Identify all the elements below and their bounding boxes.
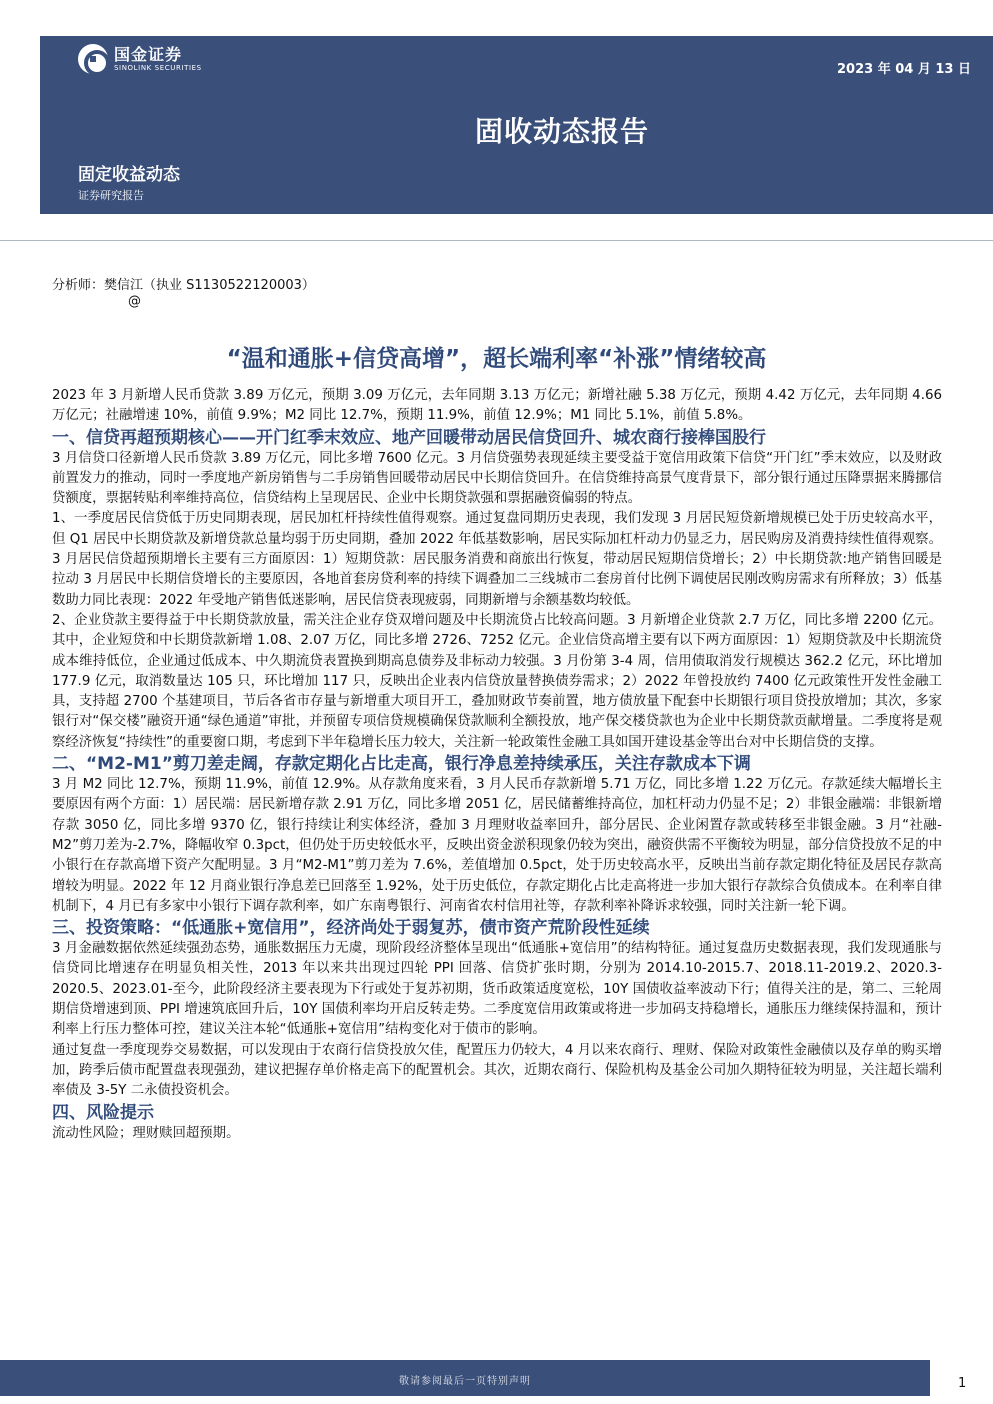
section-1-paragraph-2: 1、一季度居民信贷低于历史同期表现，居民加杠杆持续性值得观察。通过复盘同期历史表现，我们发现 3 月居民短贷新增规模已处于历史较高水平，但 Q1 居民中长期贷款及新增贷款总量均弱于历史同期，叠加 2022 年低基数影响，居民实际加杠杆动力仍显乏力，居民购房及消费持续性值得观察。3 月居民信贷超预期增长主要有三方面原因：1）短期贷款：居民服务消费和商旅出行恢复，带动居民短期信贷增长；2）中长期贷款:地产销售回暖是拉动 3 月居民中长期信贷增长的主要原因，各地首套房贷利率的持续下调叠加二三线城市二套房首付比例下调使居民刚改购房需求有所释放；3）低基数助力同比表现：2022 年受地产销售低迷影响，居民信贷表现疲弱，同期新增与余额基数均较低。: [52, 511, 942, 608]
analyst-email: @: [128, 294, 141, 309]
footer-disclaimer: 敬请参阅最后一页特别声明: [399, 1376, 531, 1387]
section-1-heading: 一、信贷再超预期核心——开门红季末效应、地产回暖带动居民信贷回升、城农商行接棒国股行: [52, 427, 766, 448]
report-title: “温和通胀+信贷高增”，超长端利率“补涨”情绪较高: [226, 346, 767, 372]
header-divider: [0, 240, 993, 241]
analyst-line: 分析师：樊信江（执业 S1130522120003）: [52, 278, 315, 293]
report-date: 2023 年 04 月 13 日: [837, 62, 971, 77]
report-category: 固定收益动态: [78, 165, 180, 185]
section-1-paragraph-3: 2、企业贷款主要得益于中长期贷款放量，需关注企业存贷双增问题及中长期流贷占比较高问题。3 月新增企业贷款 2.7 万亿，同比多增 2200 亿元。其中，企业短贷和中长期贷款新增 1.08、2.07 万亿，同比多增 2726、7252 亿元。企业信贷高增主要有以下两方面原因：1）短期贷款及中长期流贷成本维持低位，企业通过低成本、中久期流贷表置换到期高息债券及非标动力较强。3 月份第 3-4 周，信用债取消发行规模达 362.2 亿元，环比增加 177.9 亿元，取消数量达 105 只，环比增加 117 只，反映出企业表内信贷放量替换债券需求；2）2022 年曾投放约 7400 亿元政策性开发性金融工具，支持超 2700 个基建项目，节后各省市存量与新增重大项目开工，叠加财政节奏前置，地方债放量下配套中长期银行项目贷投放增加；其次，多家银行对“保交楼”融资开通“绿色通道”审批，并预留专项信贷规模确保贷款顺利全额投放，地产保交楼贷款也为企业中长期贷款贡献增量。二季度将是观察经济恢复“持续性”的重要窗口期，考虑到下半年稳增长压力较大，关注新一轮政策性金融工具如国开建设基金等出台对中长期信贷的支撑。: [52, 612, 942, 750]
section-3-paragraph-2: 通过复盘一季度现券交易数据，可以发现由于农商行信贷投放欠佳，配置压力仍较大，4 月以来农商行、理财、保险对政策性金融债以及存单的购买增加，跨季后债市配置盘表现强劲，建议把握存单价格走高下的配置机会。其次，近期农商行、保险机构及基金公司加久期特征较为明显，关注超长端利率债及 3-5Y 二永债投资机会。: [52, 1042, 942, 1099]
intro-paragraph: 2023 年 3 月新增人民币贷款 3.89 万亿元，预期 3.09 万亿元，去年同期 3.13 万亿元；新增社融 5.38 万亿元，预期 4.42 万亿元，去年同期 4.66 万亿元；社融增速 10%，前值 9.9%；M2 同比 12.7%，预期 11.9%，前值 12.9%；M1 同比 5.1%，前值 5.8%。: [52, 388, 942, 424]
section-2-heading: 二、“M2-M1”剪刀差走阔，存款定期化占比走高，银行净息差持续承压，关注存款成本下调: [52, 754, 751, 775]
report-subcategory: 证券研究报告: [78, 189, 144, 202]
section-1-paragraph-1: 3 月信贷口径新增人民币贷款 3.89 万亿元，同比多增 7600 亿元。3 月信贷强势表现延续主要受益于宽信用政策下信贷“开门红”季末效应，以及财政前置发力的推动，同时一季度地产新房销售与二手房销售回暖带动居民中长期信贷回升。在信贷维持高景气度背景下，部分银行通过压降票据来腾挪信贷额度，票据转贴利率维持高位，信贷结构上呈现居民、企业中长期贷款强和票据融资偏弱的特点。: [52, 450, 942, 507]
report-type: 固收动态报告: [474, 115, 649, 148]
brand-logo: [78, 44, 202, 74]
section-4-paragraph-1: 流动性风险；理财赎回超预期。: [52, 1125, 240, 1141]
brand-name-en: SINOLINK SECURITIES: [114, 63, 202, 72]
report-body: [52, 386, 942, 1144]
section-4-heading: 四、风险提示: [52, 1102, 154, 1123]
brand-name-cn: 国金证券: [114, 44, 183, 64]
section-3-heading: 三、投资策略：“低通胀+宽信用”，经济尚处于弱复苏，债市资产荒阶段性延续: [52, 918, 650, 939]
section-2-paragraph-1: 3 月 M2 同比 12.7%，预期 11.9%，前值 12.9%。从存款角度来看，3 月人民币存款新增 5.71 万亿，同比多增 1.22 万亿元。存款延续大幅增长主要原因有两个方面：1）居民端：居民新增存款 2.91 万亿，同比多增 2051 亿，居民储蓄维持高位，加杠杆动力仍显不足；2）非银金融端：非银新增存款 3050 亿，同比多增 9370 亿，银行持续让利实体经济，叠加 3 月理财收益率回升，部分居民、企业闲置存款或转移至非银金融。3 月“社融-M2”剪刀差为-2.7%，降幅收窄 0.3pct，但仍处于历史较低水平，反映出资金淤积现象仍较为突出，融资供需不平衡较为明显，部分信贷投放不足的中小银行在存款高增下资产欠配明显。3 月“M2-M1”剪刀差为 7.6%，差值增加 0.5pct，处于历史较高水平，反映出当前存款定期化特征及居民存款高增较为明显。2022 年 12 月商业银行净息差已回落至 1.92%，处于历史低位，存款定期化占比走高将进一步加大银行存款综合负债成本。在利率自律机制下，4 月已有多家中小银行下调存款利率，如广东南粤银行、河南省农村信用社等，存款利率补降诉求较强，同时关注新一轮下调。: [52, 777, 942, 914]
section-3-paragraph-1: 3 月金融数据依然延续强劲态势，通胀数据压力无虞，现阶段经济整体呈现出“低通胀+宽信用”的结构特征。通过复盘历史数据表现，我们发现通胀与信贷同比增速存在明显负相关性，2013 年以来共出现过四轮 PPI 回落、信贷扩张时期，分别为 2014.10-2015.7、2018.11-2019.2、2020.3-2020.5、2023.01-至今，此阶段经济主要表现为下行或处于复苏初期，货币政策适度宽松，10Y 国债收益率波动下行；值得关注的是，第二、三轮周期信贷增速到顶、PPI 增速筑底回升后，10Y 国债利率均开启反转走势。二季度宽信用政策或将进一步加码支持稳增长，通胀压力继续保持温和，预计利率上行压力整体可控，建议关注本轮“低通胀+宽信用”结构变化对于债市的影响。: [52, 941, 942, 1038]
logo-icon: [78, 44, 108, 74]
page-number: 1: [958, 1376, 967, 1391]
